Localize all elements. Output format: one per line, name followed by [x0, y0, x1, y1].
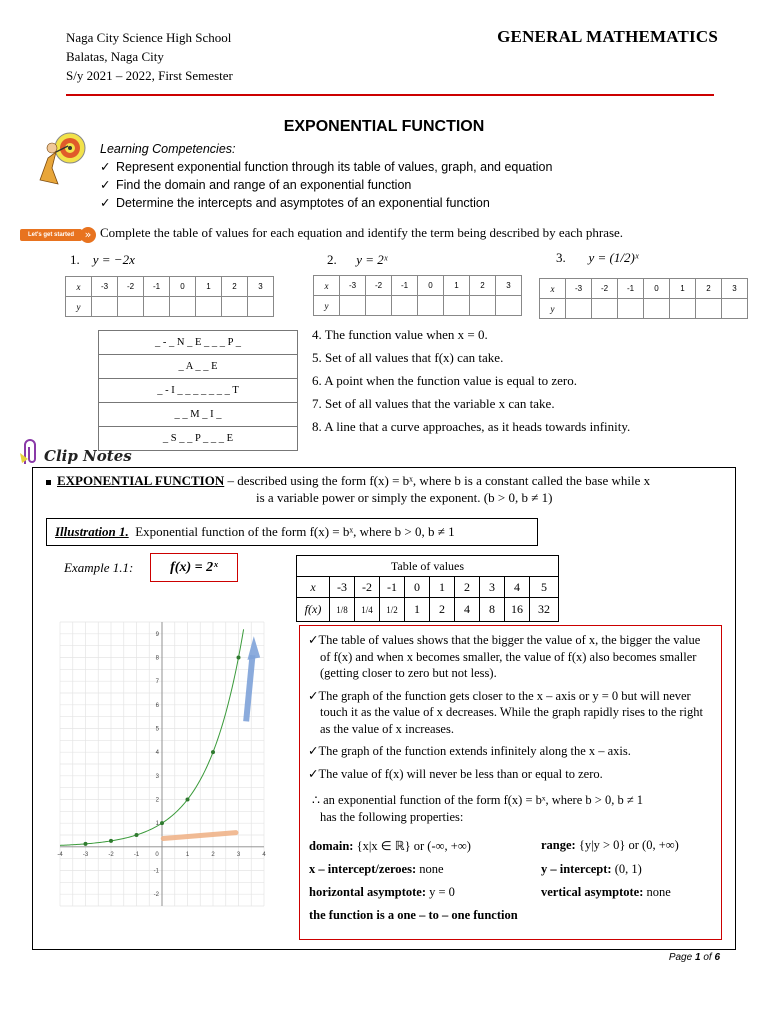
blank-cell[interactable] [222, 297, 248, 317]
observation-item: ✓The table of values shows that the bigger the value of x, the bigger the value of f(x) and when x becomes smaller, the value of f(x) also becomes smaller (getting closer to zero but not less). [308, 633, 701, 680]
blank-cell[interactable] [566, 299, 592, 319]
check-icon: ✓ [100, 196, 111, 210]
y-tick-label: 4 [155, 750, 159, 757]
x-tick-label: -3 [82, 851, 89, 858]
word-puzzle[interactable]: _ - I _ _ _ _ _ _ _ T [99, 379, 298, 403]
y-intercept: y – intercept: (0, 1) [541, 862, 642, 876]
domain: domain: {x|x ∈ ℝ} or (-∞, +∞) [309, 839, 471, 853]
phrase-item: 8. A line that a curve approaches, as it heads towards infinity. [312, 419, 631, 434]
blank-cell[interactable] [470, 296, 496, 316]
data-point [211, 750, 215, 754]
word-puzzle[interactable]: _ - _ N _ E _ _ _ P _ [99, 331, 298, 355]
table-of-values: Table of values x -3 -2 -1 0 1 2 3 4 5 f(x) 1/8 1/4 1/2 1 2 4 8 16 32 [296, 555, 559, 622]
y-tick-label: 1 [155, 821, 159, 828]
x-tick-label: 2 [211, 851, 215, 858]
example-function: f(x) = 2ˣ [150, 553, 238, 582]
exponential-graph [52, 618, 270, 914]
exponential-curve [60, 629, 244, 845]
blank-cell[interactable] [118, 297, 144, 317]
illustration-box: Illustration 1. Exponential function of the form f(x) = bˣ, where b > 0, b ≠ 1 [46, 518, 538, 546]
blank-cell[interactable] [592, 299, 618, 319]
blank-cell[interactable] [248, 297, 274, 317]
school-term: S/y 2021 – 2022, First Semester [66, 68, 233, 83]
blank-cell[interactable] [670, 299, 696, 319]
school-name: Naga City Science High School [66, 30, 232, 45]
observation-item: ✓The graph of the function gets closer to the x – axis or y = 0 but will never touch it as the value of x decreases. While the graph rapidly rises to the right as the value of x increases. [308, 688, 703, 736]
competencies [100, 140, 740, 212]
double-chevron-icon: » [80, 227, 96, 243]
y-tick-label: 2 [155, 797, 159, 804]
arrow-right-highlight [163, 833, 236, 839]
data-point [135, 833, 139, 837]
activity-instruction: Complete the table of values for each equation and identify the term being described by each phrase. [100, 225, 624, 240]
competency-item: ✓ Determine the intercepts and asymptotes of an exponential function [100, 196, 490, 210]
blank-cell[interactable] [444, 296, 470, 316]
value-table-3: x -3 -2 -1 0 1 2 3 y [539, 278, 748, 319]
blank-cell[interactable] [644, 299, 670, 319]
word-puzzle[interactable]: _ A _ _ E [99, 355, 298, 379]
y-tick-label: 6 [155, 702, 159, 709]
x-tick-label: 0 [155, 851, 159, 858]
page-title: EXPONENTIAL FUNCTION [283, 118, 485, 135]
y-tick-label: 3 [155, 773, 159, 780]
y-tick-label: -1 [153, 868, 159, 875]
blank-cell[interactable] [618, 299, 644, 319]
blank-cell[interactable] [418, 296, 444, 316]
value-table-2: x -3 -2 -1 0 1 2 3 y [313, 275, 522, 316]
page-number: Page 1 of 6 [668, 952, 720, 963]
data-point [160, 821, 164, 825]
equation-1: 1. y = −2x [70, 252, 135, 267]
blank-cell[interactable] [696, 299, 722, 319]
blank-cell[interactable] [144, 297, 170, 317]
blank-cell[interactable] [366, 296, 392, 316]
blank-cell[interactable] [196, 297, 222, 317]
observation-item: ✓The graph of the function extends infinitely along the x – axis. [308, 744, 631, 758]
x-tick-label: -2 [108, 851, 114, 858]
y-tick-label: 5 [155, 726, 159, 733]
equation-2: 2. y = 2ˣ [327, 252, 388, 267]
therefore-statement: ∴ an exponential function of the form f(x) = bˣ, where b > 0, b ≠ 1 has the following properties: [312, 793, 644, 824]
blank-cell[interactable] [392, 296, 418, 316]
square-bullet-icon [46, 480, 51, 485]
one-to-one-statement: the function is a one – to – one function [309, 908, 518, 922]
dartboard-icon [30, 128, 86, 188]
phrase-list [312, 323, 630, 438]
data-point [109, 839, 113, 843]
y-tick-label: 8 [155, 655, 159, 662]
phrase-item: 7. Set of all values that the variable x can take. [312, 396, 555, 411]
clip-notes-heading: Clip Notes [44, 447, 132, 465]
definition: EXPONENTIAL FUNCTION – described using the form f(x) = bˣ, where b is a constant called the base while x is a variable power or simply the exponent. (b > 0, b ≠ 1) [46, 472, 724, 506]
x-tick-label: 3 [236, 851, 241, 858]
word-puzzle[interactable]: _ S _ _ P _ _ _ E [99, 427, 298, 451]
data-point [237, 656, 241, 660]
x-tick-label: 4 [262, 851, 266, 858]
equation-3: 3. y = (1/2)ˣ [556, 250, 639, 265]
y-tick-label: 7 [155, 679, 159, 686]
header-rule [66, 94, 714, 96]
blank-cell[interactable] [722, 299, 748, 319]
blank-cell[interactable] [496, 296, 522, 316]
check-icon: ✓ [100, 178, 111, 192]
example-label: Example 1.1: [64, 560, 134, 575]
observations [308, 632, 712, 825]
blank-cell[interactable] [92, 297, 118, 317]
vertical-asymptote: vertical asymptote: none [541, 885, 671, 899]
phrase-item: 5. Set of all values that f(x) can take. [312, 350, 504, 365]
lets-get-started-badge: Let's get started » [20, 227, 96, 243]
word-puzzle[interactable]: _ _ M _ I _ [99, 403, 298, 427]
y-tick-label: 9 [155, 631, 159, 638]
blank-cell[interactable] [170, 297, 196, 317]
word-puzzle-table [98, 330, 298, 451]
x-intercept: x – intercept/zeroes: none [309, 862, 444, 876]
competencies-label: Learning Competencies: [100, 142, 236, 156]
table-of-values-title: Table of values [297, 556, 559, 577]
y-tick-label: -2 [153, 892, 159, 899]
value-table-1: x -3 -2 -1 0 1 2 3 y [65, 276, 274, 317]
range: range: {y|y > 0} or (0, +∞) [541, 838, 679, 852]
x-tick-label: -4 [57, 851, 63, 858]
x-tick-label: 1 [185, 851, 190, 858]
data-point [186, 798, 190, 802]
data-point [84, 842, 88, 846]
arrow-up-head [247, 636, 260, 660]
blank-cell[interactable] [340, 296, 366, 316]
subject-title: GENERAL MATHEMATICS [497, 27, 718, 46]
horizontal-asymptote: horizontal asymptote: y = 0 [309, 885, 455, 899]
phrase-item: 6. A point when the function value is equal to zero. [312, 373, 577, 388]
check-icon: ✓ [100, 160, 111, 174]
x-tick-label: -1 [133, 851, 140, 858]
school-address: Balatas, Naga City [66, 49, 164, 64]
observation-item: ✓The value of f(x) will never be less than or equal to zero. [308, 766, 603, 781]
paperclip-icon [18, 437, 42, 467]
competency-item: ✓ Represent exponential function through its table of values, graph, and equation [100, 160, 553, 174]
competency-item: ✓ Find the domain and range of an exponential function [100, 178, 412, 192]
phrase-item: 4. The function value when x = 0. [312, 327, 488, 342]
